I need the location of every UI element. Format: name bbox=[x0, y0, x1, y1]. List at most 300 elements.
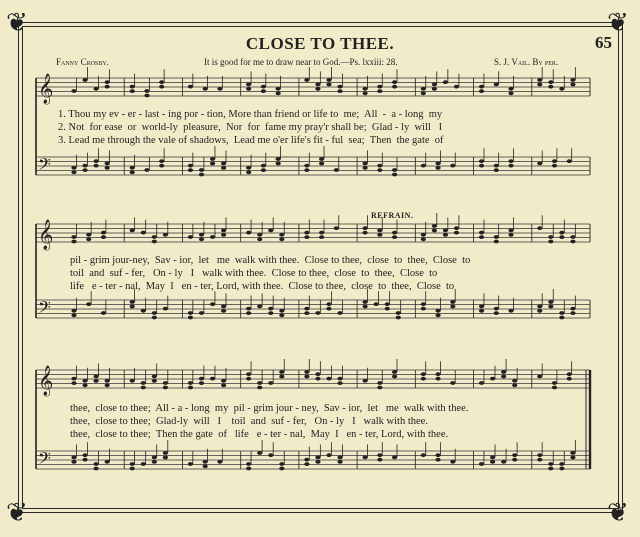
note-head bbox=[319, 162, 324, 166]
note-head bbox=[421, 233, 426, 237]
note-head bbox=[508, 91, 513, 95]
note-head bbox=[159, 80, 164, 84]
note-head bbox=[377, 85, 382, 89]
note-head bbox=[188, 386, 193, 390]
note-head bbox=[501, 370, 506, 374]
note-head bbox=[567, 159, 572, 163]
note-head bbox=[71, 377, 76, 381]
bass-clef-icon: 𝄢 bbox=[38, 154, 51, 178]
note-head bbox=[188, 316, 193, 320]
author-credit: Fanny Crosby. bbox=[56, 57, 109, 67]
note-head bbox=[512, 458, 517, 462]
note-head bbox=[304, 307, 309, 311]
note-head bbox=[377, 453, 382, 457]
note-head bbox=[421, 91, 426, 95]
note-head bbox=[94, 379, 99, 383]
note-head bbox=[246, 170, 251, 174]
lyric-line: life e - ter - nal, May I en - ter, Lord, with thee. Close to thee, close to thee, Close to bbox=[70, 281, 455, 292]
note-head bbox=[210, 377, 215, 381]
note-head bbox=[130, 467, 135, 471]
note-head bbox=[450, 381, 455, 385]
note-head bbox=[141, 462, 146, 466]
note-head bbox=[396, 316, 401, 320]
note-head bbox=[82, 164, 87, 168]
bass-clef-icon: 𝄢 bbox=[38, 297, 51, 321]
note-head bbox=[326, 83, 331, 87]
treble-clef-icon: 𝄞 bbox=[38, 220, 54, 250]
note-head bbox=[268, 307, 273, 311]
note-head bbox=[257, 237, 262, 241]
note-head bbox=[141, 386, 146, 390]
note-head bbox=[141, 309, 146, 313]
note-head bbox=[105, 383, 110, 387]
note-head bbox=[130, 462, 135, 466]
note-head bbox=[188, 381, 193, 385]
note-head bbox=[570, 78, 575, 82]
note-head bbox=[130, 300, 135, 304]
note-head bbox=[479, 89, 484, 93]
note-head bbox=[501, 460, 506, 464]
note-head bbox=[567, 377, 572, 381]
note-head bbox=[377, 89, 382, 93]
note-head bbox=[141, 231, 146, 235]
note-head bbox=[82, 168, 87, 172]
note-head bbox=[101, 231, 106, 235]
note-head bbox=[479, 309, 484, 313]
note-head bbox=[435, 458, 440, 462]
note-head bbox=[279, 375, 284, 379]
note-head bbox=[548, 235, 553, 239]
note-head bbox=[159, 164, 164, 168]
note-head bbox=[443, 229, 448, 233]
note-head bbox=[101, 235, 106, 239]
note-head bbox=[94, 462, 99, 466]
note-head bbox=[537, 305, 542, 309]
note-head bbox=[421, 87, 426, 91]
note-head bbox=[435, 309, 440, 313]
note-head bbox=[548, 300, 553, 304]
note-head bbox=[221, 305, 226, 309]
note-head bbox=[494, 164, 499, 168]
note-head bbox=[337, 381, 342, 385]
note-head bbox=[552, 164, 557, 168]
note-head bbox=[144, 94, 149, 98]
note-head bbox=[479, 235, 484, 239]
note-head bbox=[537, 453, 542, 457]
note-head bbox=[71, 89, 76, 93]
note-head bbox=[570, 240, 575, 244]
note-head bbox=[199, 173, 204, 177]
note-head bbox=[479, 305, 484, 309]
note-head bbox=[377, 233, 382, 237]
note-head bbox=[71, 381, 76, 385]
note-head bbox=[86, 237, 91, 241]
note-head bbox=[552, 381, 557, 385]
note-head bbox=[567, 372, 572, 376]
note-head bbox=[363, 226, 368, 230]
note-head bbox=[479, 159, 484, 163]
lyric-line: thee, close to thee; Then the gate of life e - ter - nal, May I en - ter, Lord, with thee. bbox=[70, 429, 449, 440]
note-head bbox=[315, 456, 320, 460]
note-head bbox=[319, 235, 324, 239]
note-head bbox=[479, 231, 484, 235]
lyric-line: pil - grim jour-ney, Sav - ior, let me walk with thee. Close to thee, close to thee, Close to bbox=[70, 255, 471, 266]
note-head bbox=[494, 311, 499, 315]
note-head bbox=[130, 166, 135, 170]
note-head bbox=[392, 173, 397, 177]
note-head bbox=[105, 80, 110, 84]
note-head bbox=[279, 462, 284, 466]
note-head bbox=[71, 460, 76, 464]
note-head bbox=[304, 311, 309, 315]
note-head bbox=[490, 377, 495, 381]
note-head bbox=[159, 159, 164, 163]
corner-ornament-icon: ❦ bbox=[6, 498, 28, 527]
note-head bbox=[163, 381, 168, 385]
lyric-line: 3. Lead me through the vale of shadows, Lead me o'er life's fit - ful sea; Then the gate of bbox=[58, 135, 444, 146]
note-head bbox=[221, 162, 226, 166]
note-head bbox=[501, 375, 506, 379]
note-head bbox=[105, 166, 110, 170]
note-head bbox=[130, 229, 135, 233]
note-head bbox=[392, 456, 397, 460]
note-head bbox=[268, 381, 273, 385]
note-head bbox=[337, 89, 342, 93]
note-head bbox=[105, 162, 110, 166]
note-head bbox=[432, 83, 437, 87]
note-head bbox=[494, 235, 499, 239]
note-head bbox=[71, 166, 76, 170]
note-head bbox=[548, 467, 553, 471]
note-head bbox=[537, 78, 542, 82]
note-head bbox=[304, 375, 309, 379]
note-head bbox=[105, 85, 110, 89]
note-head bbox=[552, 159, 557, 163]
note-head bbox=[163, 456, 168, 460]
note-head bbox=[363, 300, 368, 304]
note-head bbox=[199, 233, 204, 237]
note-head bbox=[246, 83, 251, 87]
note-head bbox=[421, 307, 426, 311]
note-head bbox=[279, 467, 284, 471]
note-head bbox=[268, 311, 273, 315]
note-head bbox=[435, 313, 440, 317]
page-number: 65 bbox=[595, 33, 612, 52]
note-head bbox=[435, 453, 440, 457]
note-head bbox=[257, 381, 262, 385]
note-head bbox=[246, 166, 251, 170]
note-head bbox=[279, 237, 284, 241]
note-head bbox=[257, 386, 262, 390]
note-head bbox=[144, 168, 149, 172]
note-head bbox=[94, 87, 99, 91]
note-head bbox=[479, 85, 484, 89]
note-head bbox=[152, 311, 157, 315]
note-head bbox=[559, 316, 564, 320]
note-head bbox=[210, 235, 215, 239]
note-head bbox=[326, 453, 331, 457]
note-head bbox=[537, 309, 542, 313]
note-head bbox=[94, 375, 99, 379]
note-head bbox=[432, 87, 437, 91]
note-head bbox=[508, 164, 513, 168]
note-head bbox=[246, 87, 251, 91]
lyric-line: 1. Thou my ev - er - last - ing por - tion, More than friend or life to me; All - a - long my bbox=[58, 109, 443, 120]
note-head bbox=[246, 377, 251, 381]
note-head bbox=[82, 379, 87, 383]
note-head bbox=[454, 226, 459, 230]
note-head bbox=[479, 381, 484, 385]
note-head bbox=[315, 377, 320, 381]
note-head bbox=[494, 83, 499, 87]
note-head bbox=[152, 379, 157, 383]
note-head bbox=[392, 168, 397, 172]
note-head bbox=[559, 235, 564, 239]
note-head bbox=[71, 170, 76, 174]
note-head bbox=[421, 377, 426, 381]
note-head bbox=[326, 307, 331, 311]
note-head bbox=[570, 456, 575, 460]
note-head bbox=[512, 383, 517, 387]
note-head bbox=[421, 453, 426, 457]
note-head bbox=[130, 305, 135, 309]
note-head bbox=[421, 372, 426, 376]
note-head bbox=[71, 456, 76, 460]
note-head bbox=[508, 233, 513, 237]
note-head bbox=[152, 375, 157, 379]
note-head bbox=[152, 460, 157, 464]
note-head bbox=[94, 467, 99, 471]
lyric-line: 2. Not for ease or world-ly pleasure, Nor for fame my pray'r shall be; Glad - ly will I bbox=[58, 122, 443, 133]
note-head bbox=[377, 386, 382, 390]
note-head bbox=[548, 80, 553, 84]
note-head bbox=[548, 240, 553, 244]
note-head bbox=[188, 85, 193, 89]
note-head bbox=[188, 311, 193, 315]
note-head bbox=[377, 458, 382, 462]
note-head bbox=[421, 237, 426, 241]
note-head bbox=[94, 164, 99, 168]
note-head bbox=[377, 381, 382, 385]
note-head bbox=[279, 233, 284, 237]
note-head bbox=[246, 462, 251, 466]
note-head bbox=[494, 240, 499, 244]
note-head bbox=[315, 87, 320, 91]
note-head bbox=[432, 224, 437, 228]
note-head bbox=[363, 91, 368, 95]
note-head bbox=[435, 162, 440, 166]
note-head bbox=[210, 162, 215, 166]
note-head bbox=[217, 87, 222, 91]
note-head bbox=[363, 231, 368, 235]
note-head bbox=[363, 162, 368, 166]
note-head bbox=[421, 164, 426, 168]
note-head bbox=[396, 311, 401, 315]
note-head bbox=[363, 87, 368, 91]
note-head bbox=[479, 164, 484, 168]
corner-ornament-icon: ❦ bbox=[6, 8, 28, 37]
note-head bbox=[363, 456, 368, 460]
note-head bbox=[454, 231, 459, 235]
note-head bbox=[374, 302, 379, 306]
note-head bbox=[210, 302, 215, 306]
note-head bbox=[152, 240, 157, 244]
note-head bbox=[450, 460, 455, 464]
note-head bbox=[319, 157, 324, 161]
note-head bbox=[82, 78, 87, 82]
note-head bbox=[552, 386, 557, 390]
note-head bbox=[199, 237, 204, 241]
note-head bbox=[163, 233, 168, 237]
note-head bbox=[304, 168, 309, 172]
note-head bbox=[144, 89, 149, 93]
note-head bbox=[304, 370, 309, 374]
note-head bbox=[392, 80, 397, 84]
note-head bbox=[548, 305, 553, 309]
note-head bbox=[315, 311, 320, 315]
note-head bbox=[203, 460, 208, 464]
note-head bbox=[141, 381, 146, 385]
note-head bbox=[152, 456, 157, 460]
note-head bbox=[304, 231, 309, 235]
note-head bbox=[86, 302, 91, 306]
note-head bbox=[326, 78, 331, 82]
note-head bbox=[152, 235, 157, 239]
note-head bbox=[71, 309, 76, 313]
bass-clef-icon: 𝄢 bbox=[38, 448, 51, 472]
note-head bbox=[570, 451, 575, 455]
note-head bbox=[363, 166, 368, 170]
note-head bbox=[570, 235, 575, 239]
note-head bbox=[210, 157, 215, 161]
note-head bbox=[163, 386, 168, 390]
note-head bbox=[315, 372, 320, 376]
note-head bbox=[392, 85, 397, 89]
note-head bbox=[559, 87, 564, 91]
hymn-title: CLOSE TO THEE. bbox=[245, 34, 395, 53]
note-head bbox=[537, 83, 542, 87]
note-head bbox=[159, 85, 164, 89]
note-head bbox=[490, 456, 495, 460]
note-head bbox=[450, 164, 455, 168]
note-head bbox=[432, 229, 437, 233]
note-head bbox=[334, 168, 339, 172]
note-head bbox=[570, 311, 575, 315]
note-head bbox=[392, 231, 397, 235]
note-head bbox=[319, 231, 324, 235]
note-head bbox=[385, 307, 390, 311]
note-head bbox=[199, 381, 204, 385]
note-head bbox=[82, 383, 87, 387]
note-head bbox=[304, 458, 309, 462]
note-head bbox=[337, 460, 342, 464]
note-head bbox=[337, 377, 342, 381]
note-head bbox=[105, 460, 110, 464]
note-head bbox=[199, 311, 204, 315]
note-head bbox=[548, 85, 553, 89]
note-head bbox=[261, 85, 266, 89]
note-head bbox=[559, 311, 564, 315]
note-head bbox=[261, 168, 266, 172]
note-head bbox=[279, 313, 284, 317]
note-head bbox=[570, 83, 575, 87]
note-head bbox=[337, 85, 342, 89]
note-head bbox=[508, 159, 513, 163]
note-head bbox=[512, 453, 517, 457]
note-head bbox=[570, 307, 575, 311]
note-head bbox=[268, 453, 273, 457]
lyric-line: thee, close to thee; All - a - long my pil - grim jour - ney, Sav - ior, let me walk with thee. bbox=[70, 403, 469, 414]
note-head bbox=[337, 311, 342, 315]
note-head bbox=[130, 170, 135, 174]
note-head bbox=[450, 305, 455, 309]
note-head bbox=[512, 379, 517, 383]
note-head bbox=[421, 302, 426, 306]
note-head bbox=[94, 159, 99, 163]
note-head bbox=[377, 164, 382, 168]
note-head bbox=[188, 462, 193, 466]
note-head bbox=[203, 464, 208, 468]
note-head bbox=[377, 229, 382, 233]
note-head bbox=[71, 313, 76, 317]
lyric-line: toil and suf - fer, On - ly I walk with thee. Close to thee, close to thee, Close to bbox=[70, 268, 438, 279]
note-head bbox=[392, 370, 397, 374]
note-head bbox=[257, 305, 262, 309]
note-head bbox=[246, 372, 251, 376]
note-head bbox=[221, 379, 226, 383]
note-head bbox=[508, 229, 513, 233]
note-head bbox=[537, 375, 542, 379]
note-head bbox=[221, 383, 226, 387]
note-head bbox=[304, 164, 309, 168]
note-head bbox=[221, 233, 226, 237]
note-head bbox=[363, 379, 368, 383]
note-head bbox=[559, 467, 564, 471]
note-head bbox=[163, 307, 168, 311]
note-head bbox=[276, 157, 281, 161]
note-head bbox=[326, 377, 331, 381]
note-head bbox=[490, 460, 495, 464]
note-head bbox=[221, 309, 226, 313]
note-head bbox=[537, 226, 542, 230]
note-head bbox=[479, 462, 484, 466]
note-head bbox=[537, 458, 542, 462]
note-head bbox=[217, 460, 222, 464]
note-head bbox=[130, 89, 135, 93]
note-head bbox=[304, 235, 309, 239]
note-head bbox=[246, 307, 251, 311]
note-head bbox=[268, 229, 273, 233]
note-head bbox=[435, 372, 440, 376]
note-head bbox=[246, 311, 251, 315]
lyric-line: thee, close to thee; Glad-ly will I toil and suf - fer, On - ly I walk with thee. bbox=[70, 416, 428, 427]
note-head bbox=[188, 168, 193, 172]
note-head bbox=[304, 462, 309, 466]
note-head bbox=[377, 168, 382, 172]
note-head bbox=[86, 233, 91, 237]
note-head bbox=[454, 85, 459, 89]
note-head bbox=[152, 316, 157, 320]
note-head bbox=[494, 307, 499, 311]
note-head bbox=[334, 226, 339, 230]
note-head bbox=[261, 164, 266, 168]
note-head bbox=[443, 233, 448, 237]
note-head bbox=[508, 309, 513, 313]
note-head bbox=[188, 235, 193, 239]
treble-clef-icon: 𝄞 bbox=[38, 366, 54, 396]
note-head bbox=[392, 235, 397, 239]
scripture-reference: It is good for me to draw near to God.—Ps. lxxiii: 28. bbox=[204, 57, 398, 67]
